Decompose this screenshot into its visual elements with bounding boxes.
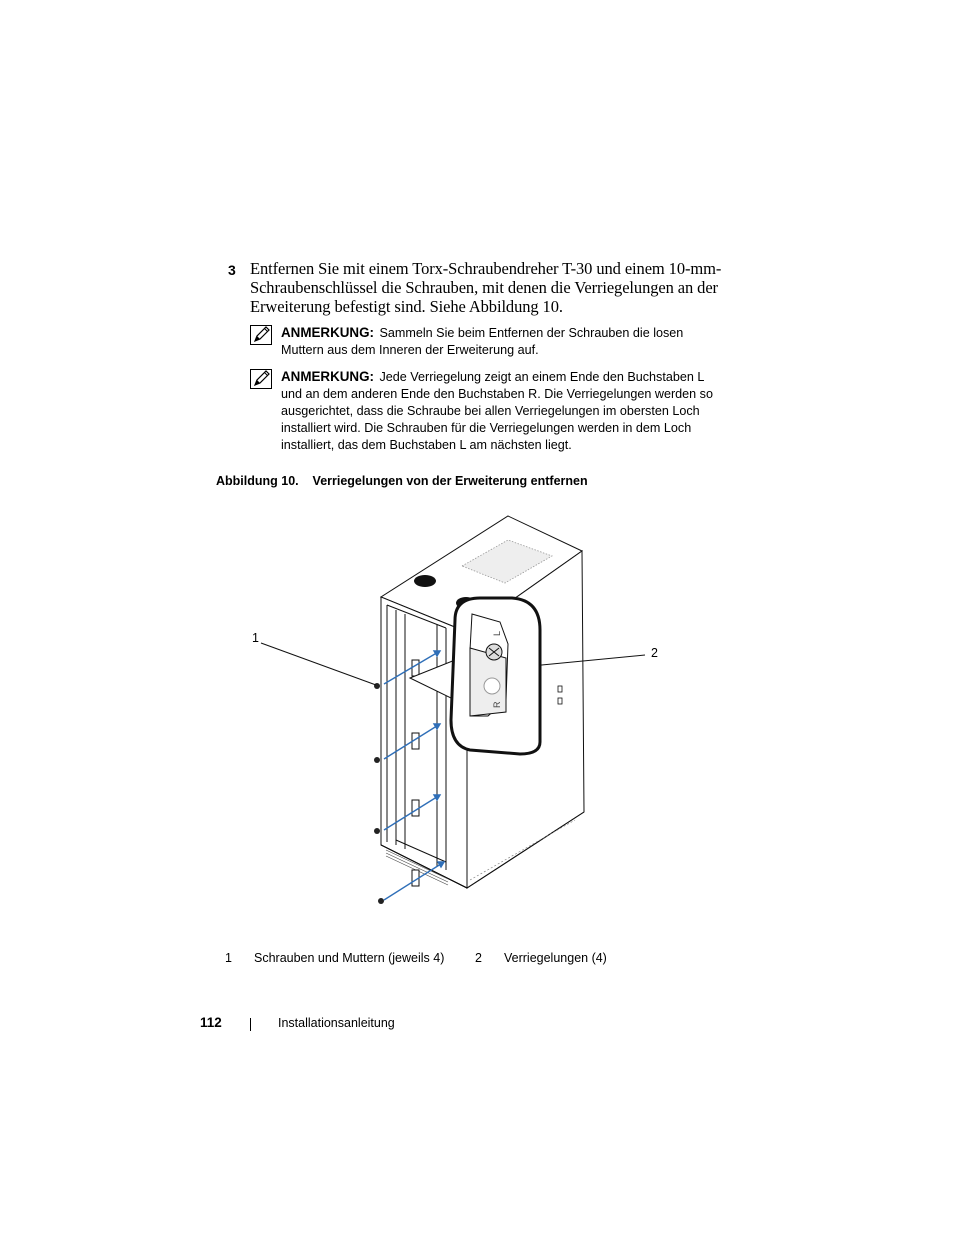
note-pencil-icon xyxy=(250,325,272,345)
step-text-line: Schraubenschlüssel die Schrauben, mit denen die Verriegelungen an der xyxy=(250,278,718,297)
legend-text: Verriegelungen (4) xyxy=(504,951,607,965)
detail-letter-l: L xyxy=(492,630,502,636)
screw xyxy=(374,683,380,689)
legend-text: Schrauben und Muttern (jeweils 4) xyxy=(254,951,445,965)
screw xyxy=(378,898,384,904)
footer-separator xyxy=(250,1018,251,1031)
screw xyxy=(374,757,380,763)
document-title: Installationsanleitung xyxy=(278,1016,395,1030)
callout-leader xyxy=(261,643,376,685)
step-text-line: Erweiterung befestigt sind. Siehe Abbildung 10. xyxy=(250,297,563,316)
note-line: installiert, das dem Buchstaben L am nächsten liegt. xyxy=(281,438,572,452)
note-label: ANMERKUNG: xyxy=(281,325,374,340)
rack-illustration xyxy=(240,505,670,925)
note-line: Muttern aus dem Inneren der Erweiterung auf. xyxy=(281,343,539,357)
figure-caption xyxy=(216,474,588,488)
figure-title: Verriegelungen von der Erweiterung entfernen xyxy=(312,474,588,488)
latch xyxy=(412,660,419,676)
figure-number: Abbildung 10. xyxy=(216,474,299,488)
note-line: installiert wird. Die Schrauben für die Verriegelungen werden in dem Loch xyxy=(281,421,692,435)
cable-hole xyxy=(414,575,436,587)
step-number: 3 xyxy=(228,262,236,278)
note-line: ausgerichtet, dass die Schraube bei allen Verriegelungen im obersten Loch xyxy=(281,404,700,418)
screw xyxy=(374,828,380,834)
callout-1: 1 xyxy=(252,631,259,645)
detail-letter-r: R xyxy=(492,701,502,708)
step-text-line: Entfernen Sie mit einem Torx-Schraubendreher T-30 und einem 10-mm- xyxy=(250,259,722,278)
note-line: ANMERKUNG: Sammeln Sie beim Entfernen der Schrauben die losen xyxy=(281,325,684,340)
page-number: 112 xyxy=(200,1015,222,1030)
callout-2: 2 xyxy=(651,646,658,660)
detail-hole xyxy=(484,678,500,694)
note-line: und an dem anderen Ende den Buchstaben R. Die Verriegelungen werden so xyxy=(281,387,713,401)
note-pencil-icon xyxy=(250,369,272,389)
step-text xyxy=(250,259,730,316)
note-label: ANMERKUNG: xyxy=(281,369,374,384)
note-line: ANMERKUNG: Jede Verriegelung zeigt an einem Ende den Buchstaben L xyxy=(281,369,705,384)
legend-number: 2 xyxy=(475,951,482,965)
legend-number: 1 xyxy=(225,951,232,965)
